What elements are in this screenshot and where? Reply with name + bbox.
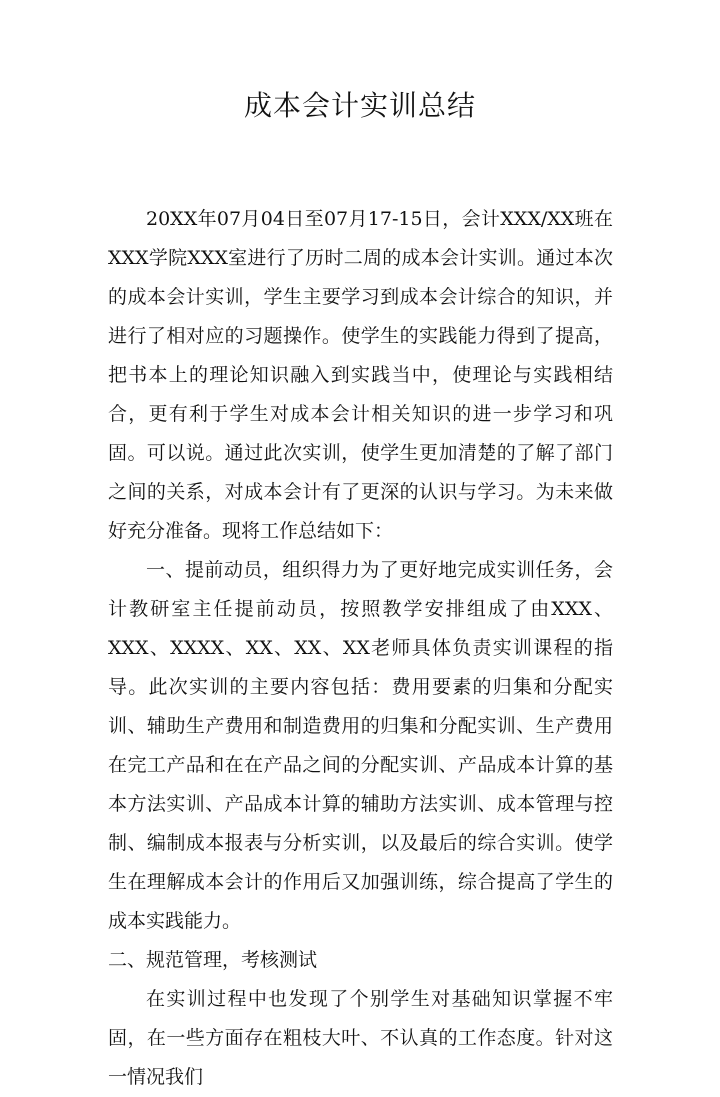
- section-heading-two: 二、规范管理，考核测试: [108, 949, 318, 971]
- paragraph-section-one: 一、提前动员，组织得力为了更好地完成实训任务，会计教研室主任提前动员，按照教学安排组成了由XXX、XXX、XXXX、XX、XX、XX老师具体负责实训课程的指导。此次实训的主要内容包括：费用要素的归集和分配实训、辅助生产费用和制造费用的归集和分配实训、生产费用在完工产品和在在产品之间的分配实训、产品成本计算的基本方法实训、产品成本计算的辅助方法实训、成本管理与控制、编制成本报表与分析实训，以及最后的综合实训。使学生在理解成本会计的作用后又加强训练，综合提高了学生的成本实践能力。: [108, 559, 613, 932]
- paragraph-section-two: 在实训过程中也发现了个别学生对基础知识掌握不牢固，在一些方面存在粗枝大叶、不认真的工作态度。针对这一情况我们: [108, 988, 613, 1088]
- paragraph-intro: 20XX年07月04日至07月17-15日，会计XXX/XX班在XXX学院XXX室进行了历时二周的成本会计实训。通过本次的成本会计实训，学生主要学习到成本会计综合的知识，并进行了相对应的习题操作。使学生的实践能力得到了提高，把书本上的理论知识融入到实践当中，使理论与实践相结合，更有利于学生对成本会计相关知识的进一步学习和巩固。可以说。通过此次实训，使学生更加清楚的了解了部门之间的关系，对成本会计有了更深的认识与学习。为未来做好充分准备。现将工作总结如下：: [108, 208, 613, 542]
- document-body: [108, 200, 613, 1097]
- document-title: 成本会计实训总结: [243, 89, 476, 122]
